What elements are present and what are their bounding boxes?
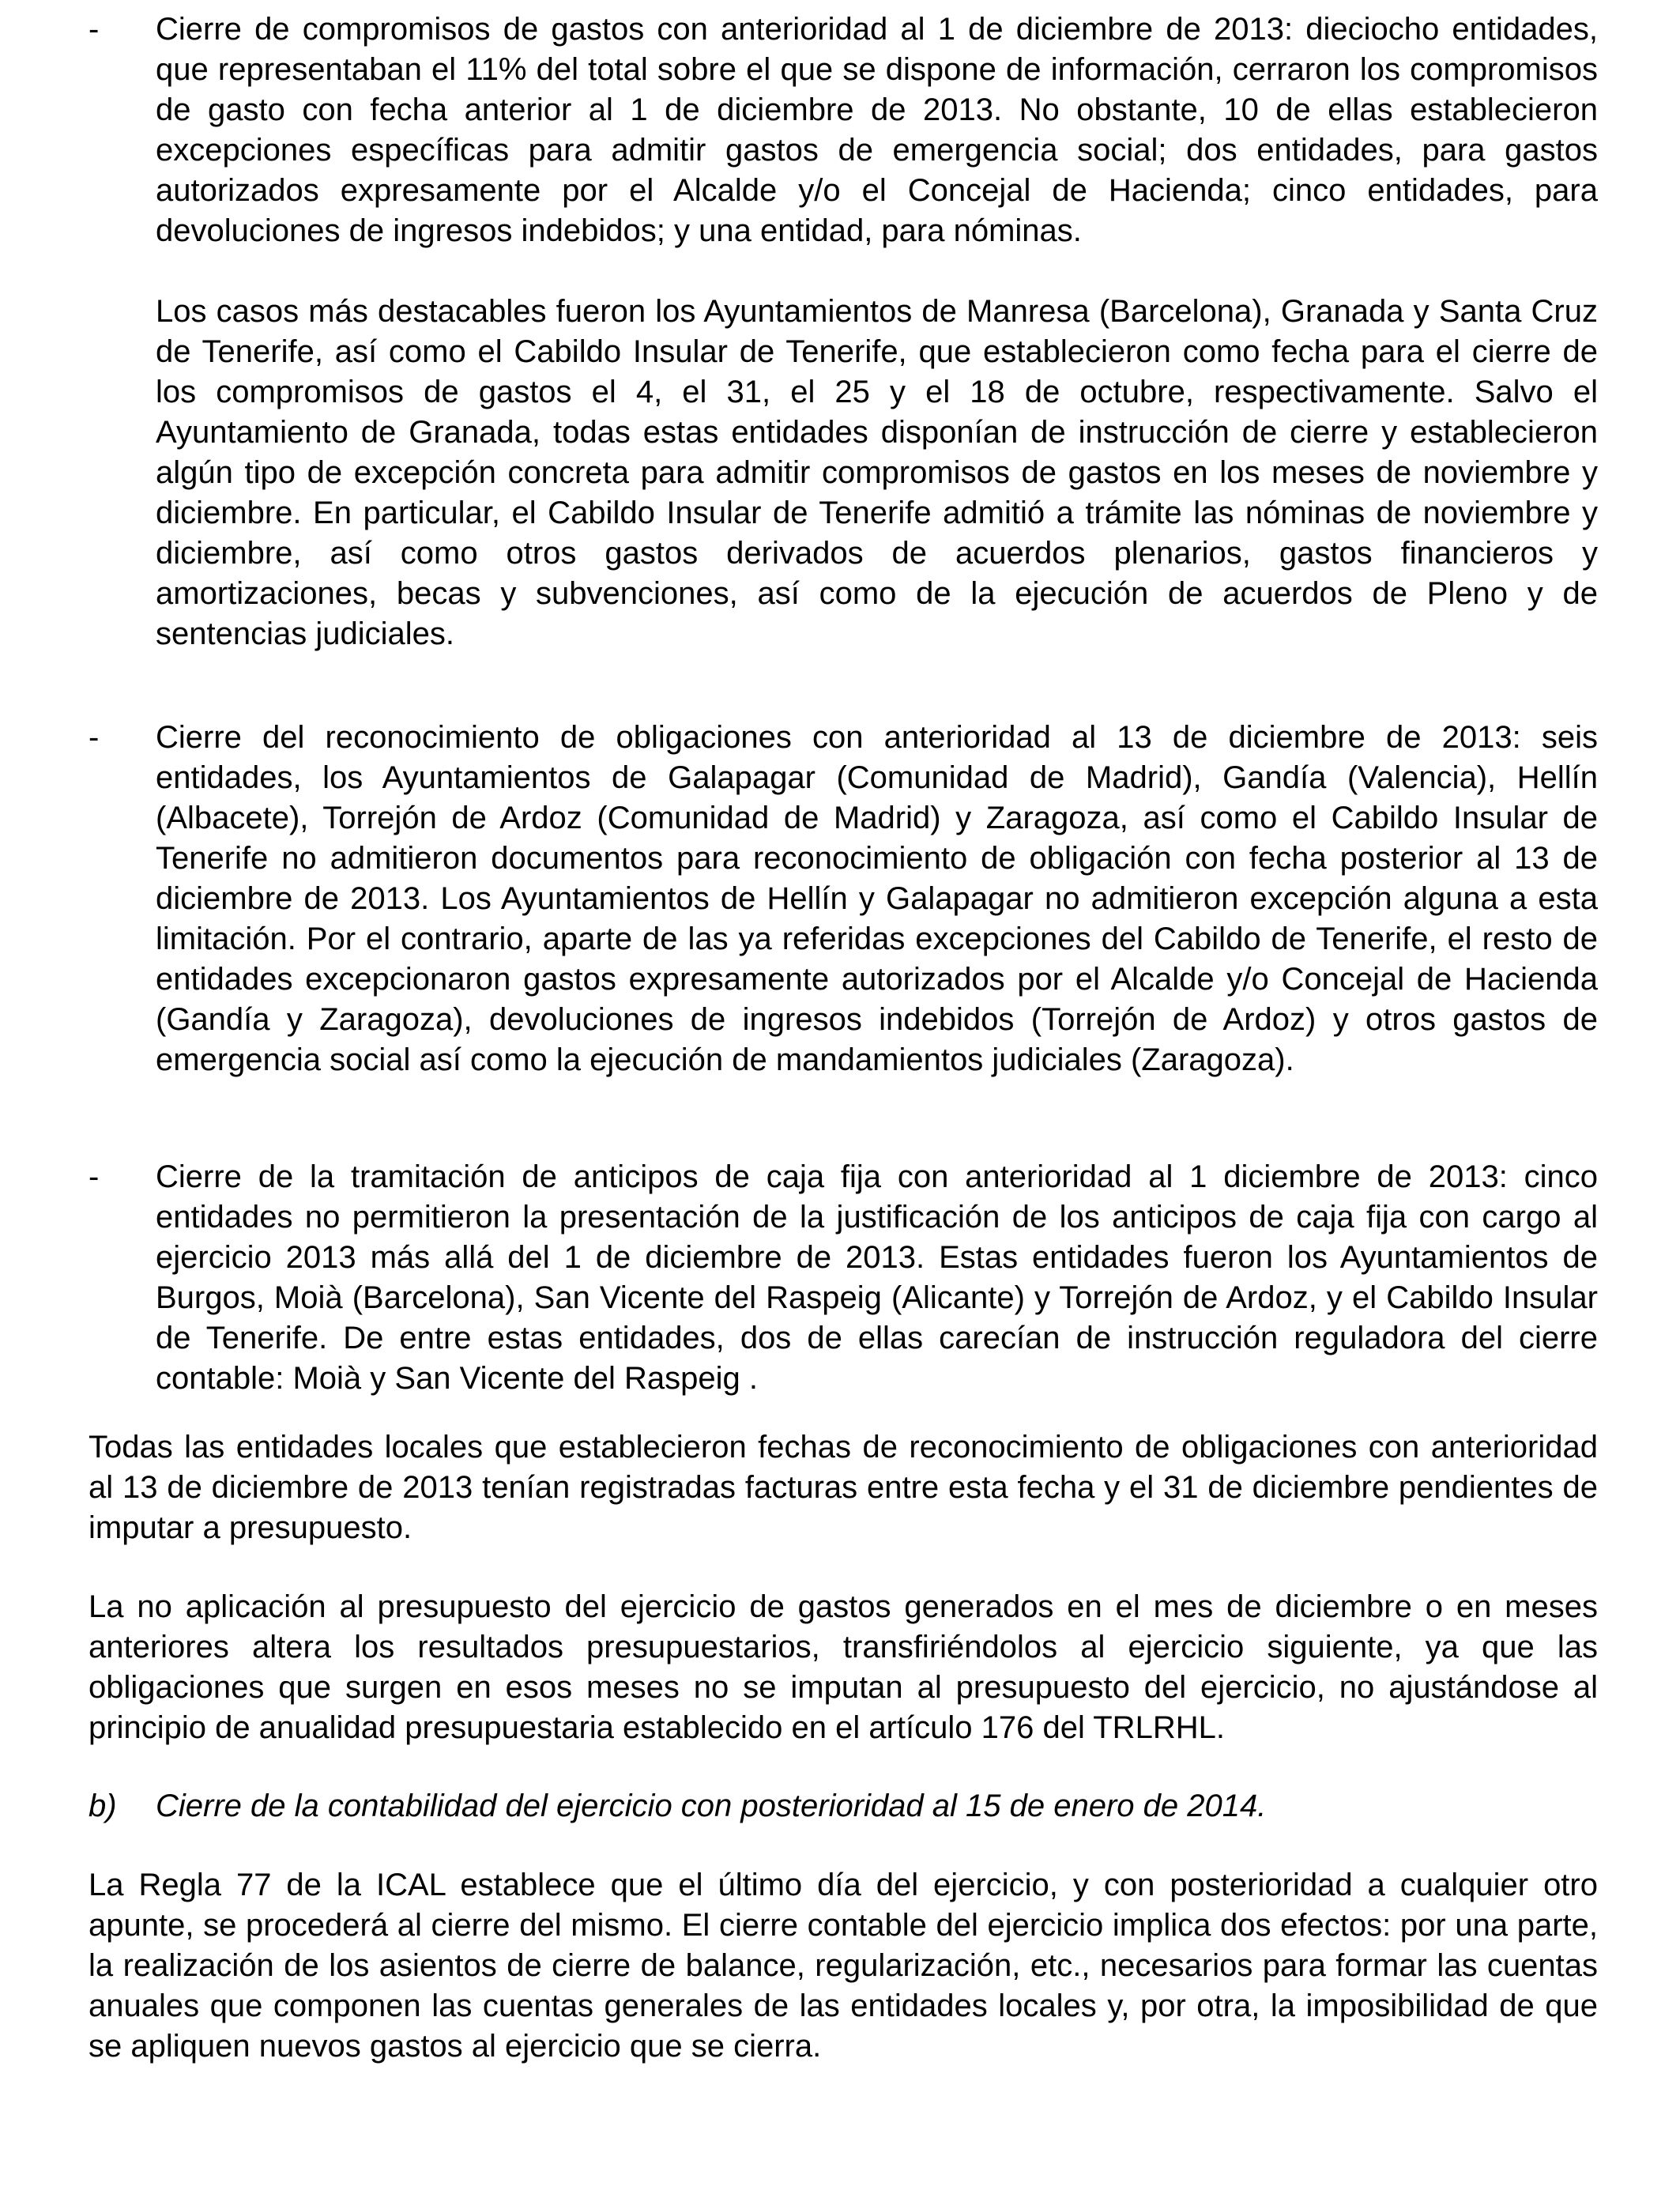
body-paragraph: La no aplicación al presupuesto del ejercicio de gastos generados en el mes de diciembre o en meses anteriores altera los resultados presupuestarios, transfiriéndolos al ejercicio siguiente, ya que las obligaciones que surgen en esos meses no se imputan al presupuesto del ejercicio, no ajustándose al principio de anualidad presupuestaria establecido en el artículo 176 del TRLRHL. <box>89 1589 1598 1745</box>
bullet-paragraph: Cierre del reconocimiento de obligaciones con anterioridad al 13 de diciembre de 2013: seis entidades, los Ayuntamientos de Galapagar (Comunidad de Madrid), Gandía (Valencia), Hellín (Albacete), Torrejón de Ardoz (Comunidad de Madrid) y Zaragoza, así como el Cabildo Insular de Tenerife no admitieron documentos para reconocimiento de obligación con fecha posterior al 13 de diciembre de 2013. Los Ayuntamientos de Hellín y Galapagar no admitieron excepción alguna a esta limitación. Por el contrario, aparte de las ya referidas excepciones del Cabildo de Tenerife, el resto de entidades excepcionaron gastos expresamente autorizados por el Alcalde y/o Concejal de Hacienda (Gandía y Zaragoza), devoluciones de ingresos indebidos (Torrejón de Ardoz) y otros gastos de emergencia social así como la ejecución de mandamientos judiciales (Zaragoza). <box>156 720 1598 1077</box>
bullet-item-obligations <box>89 718 1598 1080</box>
bullet-paragraph: Cierre de compromisos de gastos con anterioridad al 1 de diciembre de 2013: dieciocho entidades, que representaban el 11% del total sobre el que se dispone de información, cerraron los compromisos de gasto con fecha anterior al 1 de diciembre de 2013. No obstante, 10 de ellas establecieron excepciones específicas para admitir gastos de emergencia social; dos entidades, para gastos autorizados expresamente por el Alcalde y/o el Concejal de Hacienda; cinco entidades, para devoluciones de ingresos indebidos; y una entidad, para nóminas. <box>156 12 1598 248</box>
section-heading <box>89 1786 1598 1826</box>
bullet-item-commitments <box>89 9 1598 654</box>
bullet-paragraph: Cierre de la tramitación de anticipos de caja fija con anterioridad al 1 diciembre de 2013: cinco entidades no permitieron la presentación de la justificación de los anticipos de caja fija con cargo al ejercicio 2013 más allá del 1 de diciembre de 2013. Estas entidades fueron los Ayuntamientos de Burgos, Moià (Barcelona), San Vicente del Raspeig (Alicante) y Torrejón de Ardoz, y el Cabildo Insular de Tenerife. De entre estas entidades, dos de ellas carecían de instrucción reguladora del cierre contable: Moià y San Vicente del Raspeig . <box>156 1159 1598 1396</box>
bullet-dash: - <box>89 12 100 47</box>
section-letter: b) <box>89 1789 117 1823</box>
body-paragraph: La Regla 77 de la ICAL establece que el último día del ejercicio, y con posterioridad a cualquier otro apunte, se procederá al cierre del mismo. El cierre contable del ejercicio implica dos efectos: por una parte, la realización de los asientos de cierre de balance, regularización, etc., necesarios para formar las cuentas anuales que componen las cuentas generales de las entidades locales y, por otra, la imposibilidad de que se apliquen nuevos gastos al ejercicio que se cierra. <box>89 1868 1598 2064</box>
section-title: Cierre de la contabilidad del ejercicio con posterioridad al 15 de enero de 2014. <box>156 1789 1267 1823</box>
bullet-dash: - <box>89 720 100 755</box>
bullet-paragraph: Los casos más destacables fueron los Ayuntamientos de Manresa (Barcelona), Granada y Santa Cruz de Tenerife, así como el Cabildo Insular de Tenerife, que establecieron como fecha para el cierre de los compromisos de gastos el 4, el 31, el 25 y el 18 de octubre, respectivamente. Salvo el Ayuntamiento de Granada, todas estas entidades disponían de instrucción de cierre y establecieron algún tipo de excepción concreta para admitir compromisos de gastos en los meses de noviembre y diciembre. En particular, el Cabildo Insular de Tenerife admitió a trámite las nóminas de noviembre y diciembre, así como otros gastos derivados de acuerdos plenarios, gastos financieros y amortizaciones, becas y subvenciones, así como de la ejecución de acuerdos de Pleno y de sentencias judiciales. <box>156 294 1598 651</box>
bullet-item-advances <box>89 1157 1598 1399</box>
body-paragraph: Todas las entidades locales que establecieron fechas de reconocimiento de obligaciones con anterioridad al 13 de diciembre de 2013 tenían registradas facturas entre esta fecha y el 31 de diciembre pendientes de imputar a presupuesto. <box>89 1430 1598 1545</box>
bullet-dash: - <box>89 1159 100 1194</box>
